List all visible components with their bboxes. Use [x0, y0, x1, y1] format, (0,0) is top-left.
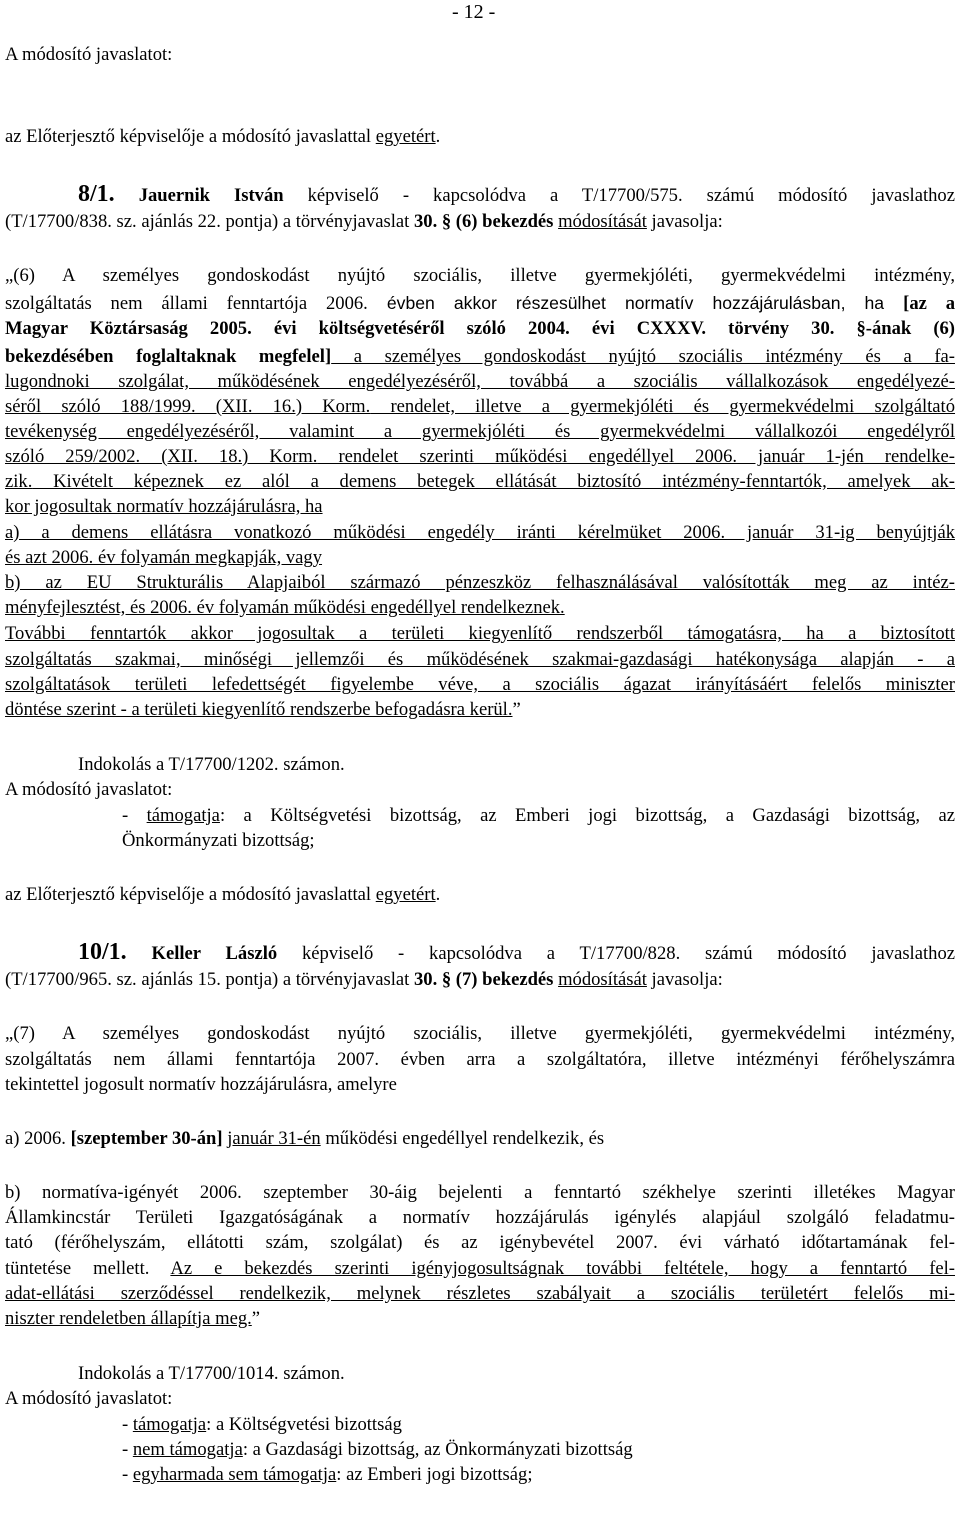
agreement-line: az Előterjesztő képviselője a módosító javaslattal egyetért.	[5, 126, 441, 147]
amendment-10-text-line: szolgáltatás nem állami fenntartója 2007. évben arra a szolgáltatóra, illetve intézményi férőhelyszámra	[5, 1049, 955, 1070]
amendment-10-text-line: tekintettel jogosult normatív hozzájárulásra, amelyre	[5, 1074, 397, 1095]
amendment-8-text-line: a) a demens ellátásra vonatkozó működési engedély iránti kérelmüket 2006. január 31-ig benyújtják	[5, 522, 955, 543]
amendment-8-header: 8/1. Jauernik István képviselő - kapcsolódva a T/17700/575. számú módosító javaslathoz	[78, 181, 955, 207]
agreement-line: az Előterjesztő képviselője a módosító javaslattal egyetért.	[5, 884, 441, 905]
amendment-8-reference: (T/17700/838. sz. ajánlás 22. pontja) a törvényjavaslat 30. § (6) bekezdés módosítását javasolja:	[5, 211, 723, 232]
amendment-8-text-line: tevékenység engedélyezéséről, valamint a gyermekjóléti és gyermekvédelmi vállalkozói engedélyről	[5, 421, 955, 442]
amendment-8-text-line: és azt 2006. év folyamán megkapják, vagy	[5, 547, 323, 568]
amendment-8-text-line: lugondnoki szolgálat, működésének engedélyezéséről, továbbá a szociális vállalkozások engedélyezé-	[5, 371, 955, 392]
amendment-number: 8/1.	[78, 181, 115, 207]
amendment-8-text-line: szolgáltatás szakmai, minőségi jellemzői és működésének szakmai-gazdasági hatékonysága alapján - a	[5, 649, 955, 670]
proposer-label: A módosító javaslatot:	[5, 779, 173, 800]
amendment-number: 10/1.	[78, 939, 127, 965]
committee-support-line: - támogatja: a Költségvetési bizottság, az Emberi jogi bizottság, a Gazdasági bizottság, az	[122, 805, 955, 826]
amendment-10-reference: (T/17700/965. sz. ajánlás 15. pontja) a törvényjavaslat 30. § (7) bekezdés módosítását javasolja:	[5, 969, 723, 990]
committee-support-line: - támogatja: a Költségvetési bizottság	[122, 1414, 402, 1435]
amendment-8-text-line: zik. Kivételt képeznek ez alól a demens betegek ellátását biztosító intézmény-fenntartók, amelyek ak-	[5, 471, 955, 492]
proposer-label: A módosító javaslatot:	[5, 44, 173, 65]
representative-name: Keller László	[151, 943, 278, 964]
amendment-8-text-line: séről szóló 188/1999. (XII. 16.) Korm. rendelet, illetve a gyermekjóléti és gyermekvédelmi szolgáltató	[5, 396, 956, 417]
amendment-8-text-line: Magyar Köztársaság 2005. évi költségvetéséről szóló 2004. évi CXXXV. törvény 30. §-ának (6)	[5, 318, 956, 339]
proposer-label: A módosító javaslatot:	[5, 1388, 173, 1409]
justification: Indokolás a T/17700/1202. számon.	[78, 754, 345, 775]
amendment-10-point-a: a) 2006. [szeptember 30-án] január 31-én működési engedéllyel rendelkezik, és	[5, 1128, 605, 1149]
amendment-8-text-line: bekezdésében foglaltaknak megfelel] a személyes gondoskodást nyújtó szociális intézmény és a fa-	[5, 346, 955, 367]
amendment-8-text-line: További fenntartók akkor jogosultak a területi kiegyenlítő rendszerből támogatásra, ha a biztosított	[5, 623, 955, 644]
amendment-8-text-line: szolgáltatás nem állami fenntartója 2006. évben akkor részesülhet normatív hozzájárulásban, ha [az a	[5, 293, 955, 314]
amendment-8-text-line: b) az EU Strukturális Alapjaiból származó pénzeszköz felhasználásával valósították meg az intéz-	[5, 572, 955, 593]
amendment-8-text-line: szolgáltatások területi lefedettségét figyelembe véve, a szociális ágazat irányításáért felelős miniszter	[5, 674, 955, 695]
amendment-10-text-line: niszter rendeletben állapítja meg.”	[5, 1308, 261, 1329]
representative-name: Jauernik István	[138, 185, 284, 206]
amendment-10-header: 10/1. Keller László képviselő - kapcsolódva a T/17700/828. számú módosító javaslathoz	[78, 939, 955, 965]
amendment-10-text-line: tató (férőhelyszám, ellátotti szám, szolgálat) és az igénybevétel 2007. évi várható időtartamának fel-	[5, 1232, 955, 1253]
committee-minority-line: - egyharmada sem támogatja: az Emberi jogi bizottság;	[122, 1464, 533, 1485]
amendment-10-text-line: adat-ellátási szerződéssel rendelkezik, melynek részletes szabályait a szociális területért felelős mi-	[5, 1283, 955, 1304]
amendment-8-text-line: szóló 259/2002. (XII. 18.) Korm. rendelet szerinti működési engedéllyel 2006. január 1-jén rendelke-	[5, 446, 955, 467]
amendment-8-text-line: ményfejlesztést, és 2006. év folyamán működési engedéllyel rendelkeznek.	[5, 597, 565, 618]
amendment-8-text-line: kor jogosultak normatív hozzájárulásra, ha	[5, 496, 323, 517]
amendment-8-text-line: „(6) A személyes gondoskodást nyújtó szociális, illetve gyermekjóléti, gyermekvédelmi intézmény,	[5, 265, 955, 286]
justification: Indokolás a T/17700/1014. számon.	[78, 1363, 345, 1384]
committee-support-line: Önkormányzati bizottság;	[122, 830, 315, 851]
amendment-10-text-line: „(7) A személyes gondoskodást nyújtó szociális, illetve gyermekjóléti, gyermekvédelmi intézmény,	[5, 1023, 955, 1044]
amendment-10-text-line: Államkincstár Területi Igazgatóságának a normatív hozzájárulás igénylés alapjául szolgáló feladatmu-	[5, 1207, 955, 1228]
page-number: - 12 -	[452, 1, 496, 23]
amendment-10-text-line: tüntetése mellett. Az e bekezdés szerinti igényjogosultságnak további feltétele, hogy a fenntartó fel-	[5, 1258, 955, 1279]
committee-oppose-line: - nem támogatja: a Gazdasági bizottság, az Önkormányzati bizottság	[122, 1439, 633, 1460]
amendment-8-text-line: döntése szerint - a területi kiegyenlítő rendszerbe befogadásra kerül.”	[5, 699, 521, 720]
amendment-10-text-line: b) normatíva-igényét 2006. szeptember 30-áig bejelenti a fenntartó székhelye szerinti illetékes Magyar	[5, 1182, 955, 1203]
